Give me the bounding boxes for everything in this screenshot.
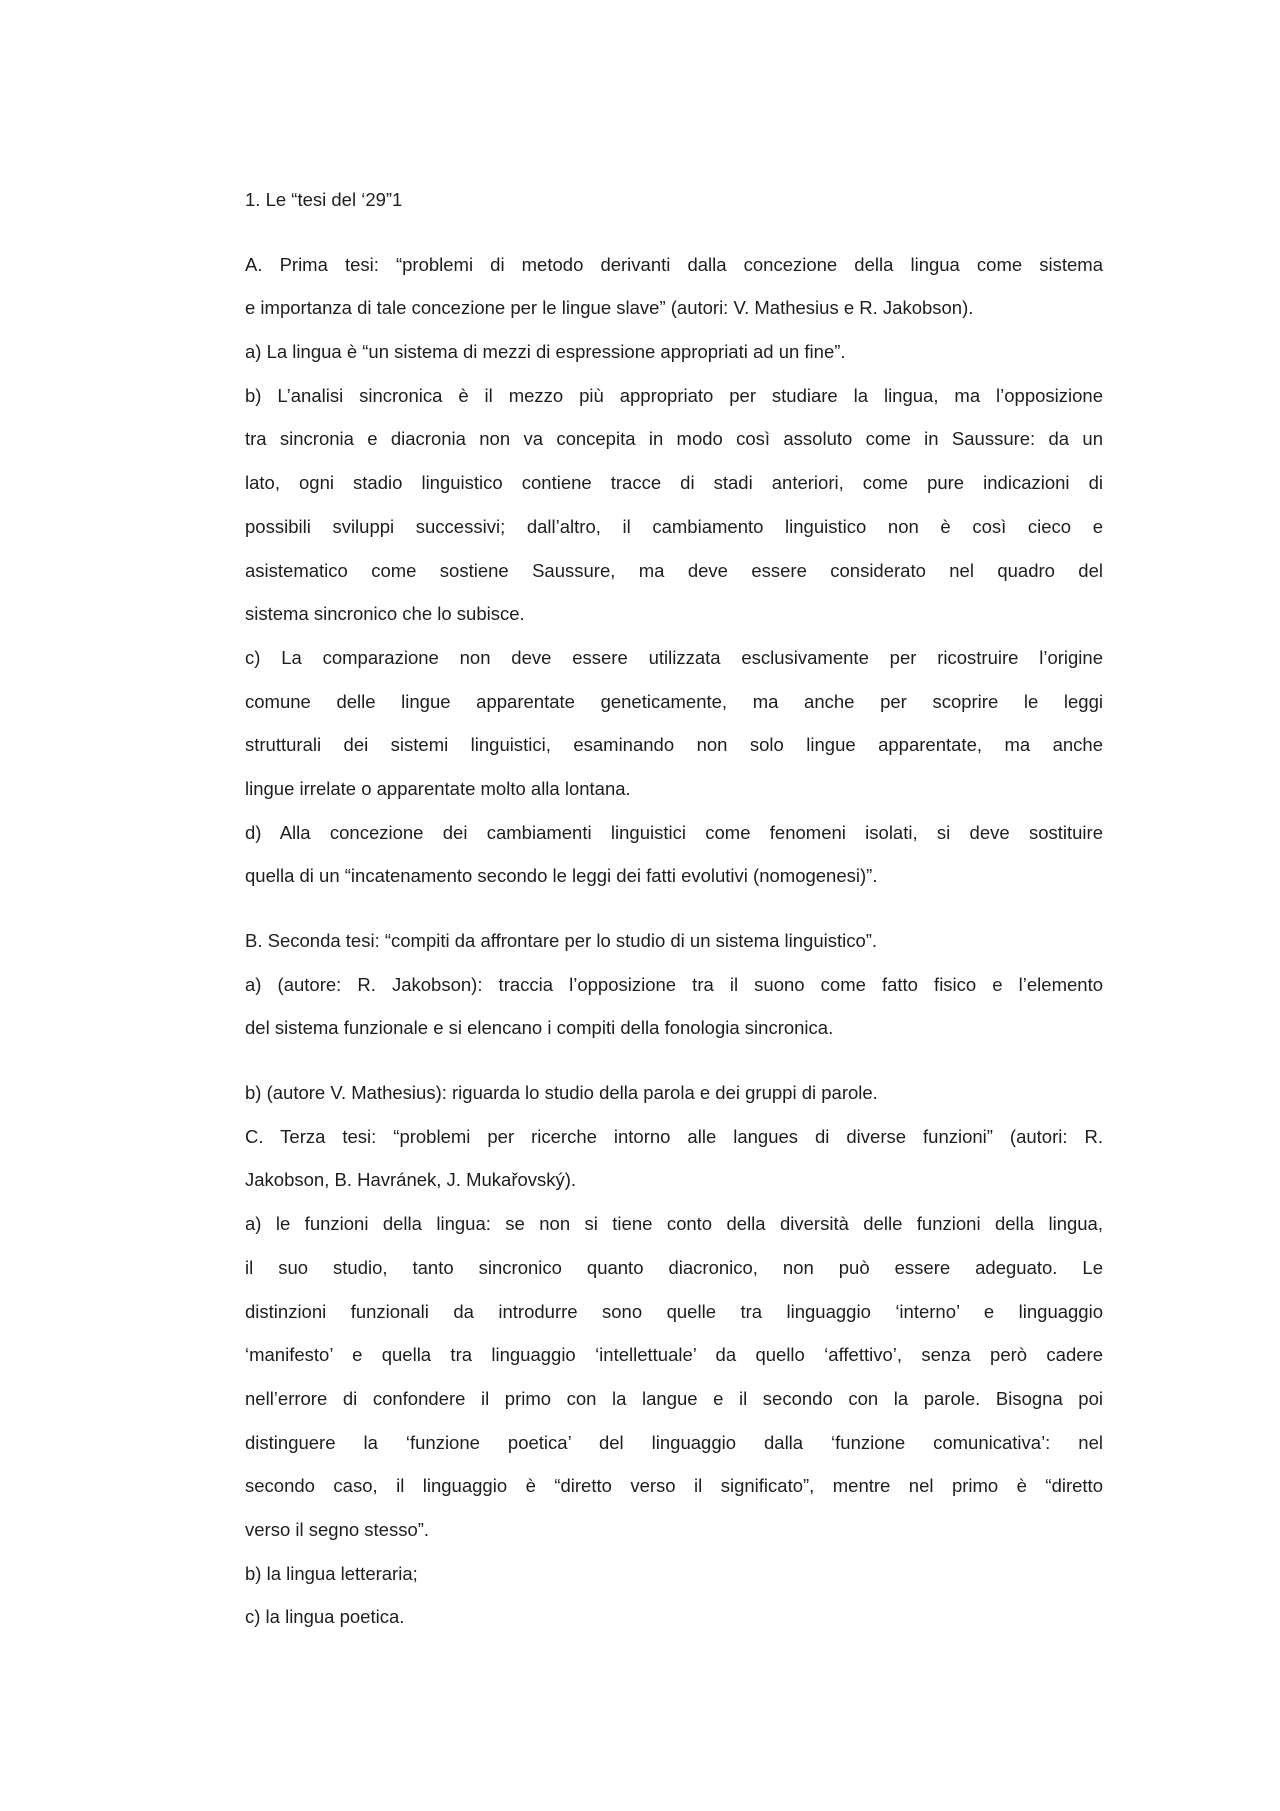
document-page [245, 178, 1103, 1639]
text-line: Jakobson, B. Havránek, J. Mukařovský). [245, 1169, 577, 1191]
text-line: a) La lingua è “un sistema di mezzi di espressione appropriati ad un fine”. [245, 341, 846, 363]
text-line: secondo caso, il linguaggio è “diretto verso il significato”, mentre nel primo è “diretto [245, 1475, 1103, 1497]
text-line: quella di un “incatenamento secondo le leggi dei fatti evolutivi (nomogenesi)”. [245, 865, 878, 887]
paragraph [245, 963, 1103, 1050]
text-line: verso il segno stesso”. [245, 1518, 430, 1540]
text-line: C. Terza tesi: “problemi per ricerche intorno alle langues di diverse funzioni” (autori: R. [245, 1125, 1103, 1147]
text-line: 1. Le “tesi del ‘29”1 [245, 189, 403, 210]
text-line: b) (autore V. Mathesius): riguarda lo studio della parola e dei gruppi di parole. [245, 1082, 878, 1104]
text-line: del sistema funzionale e si elencano i compiti della fonologia sincronica. [245, 1017, 834, 1039]
text-line: nell’errore di confondere il primo con la langue e il secondo con la parole. Bisogna poi [245, 1387, 1103, 1409]
text-line: comune delle lingue apparentate geneticamente, ma anche per scoprire le leggi [245, 690, 1103, 712]
text-line: possibili sviluppi successivi; dall’altro, il cambiamento linguistico non è così cieco e [245, 515, 1103, 537]
text-line: il suo studio, tanto sincronico quanto diacronico, non può essere adeguato. Le [245, 1256, 1103, 1278]
paragraph [245, 330, 1103, 374]
text-line: e importanza di tale concezione per le lingue slave” (autori: V. Mathesius e R. Jakobson). [245, 297, 974, 319]
text-line: distinguere la ‘funzione poetica’ del linguaggio dalla ‘funzione comunicativa’: nel [245, 1431, 1103, 1453]
paragraph [245, 1552, 1103, 1596]
paragraph [245, 1071, 1103, 1115]
text-line: lingue irrelate o apparentate molto alla lontana. [245, 777, 631, 799]
text-line: ‘manifesto’ e quella tra linguaggio ‘intellettuale’ da quello ‘affettivo’, senza però cadere [245, 1344, 1103, 1366]
text-line: b) la lingua letteraria; [245, 1562, 418, 1584]
text-line: d) Alla concezione dei cambiamenti linguistici come fenomeni isolati, si deve sostituire [245, 821, 1103, 843]
paragraph [245, 636, 1103, 811]
paragraph [245, 811, 1103, 898]
text-line: distinzioni funzionali da introdurre sono quelle tra linguaggio ‘interno’ e linguaggio [245, 1300, 1103, 1322]
text-line: strutturali dei sistemi linguistici, esaminando non solo lingue apparentate, ma anche [245, 734, 1103, 756]
text-line: c) La comparazione non deve essere utilizzata esclusivamente per ricostruire l’origine [245, 646, 1103, 668]
text-line: A. Prima tesi: “problemi di metodo derivanti dalla concezione della lingua come sistema [245, 253, 1103, 275]
section-heading [245, 178, 1103, 222]
paragraph [245, 1115, 1103, 1202]
text-line: tra sincronia e diacronia non va concepita in modo così assoluto come in Saussure: da un [245, 428, 1103, 450]
text-line: B. Seconda tesi: “compiti da affrontare per lo studio di un sistema linguistico”. [245, 930, 878, 951]
text-line: asistematico come sostiene Saussure, ma deve essere considerato nel quadro del [245, 559, 1103, 581]
paragraph [245, 1202, 1103, 1552]
text-line: a) (autore: R. Jakobson): traccia l’opposizione tra il suono come fatto fisico e l’elemento [245, 973, 1103, 995]
paragraph [245, 1595, 1103, 1639]
text-line: c) la lingua poetica. [245, 1606, 405, 1628]
text-line: b) L’analisi sincronica è il mezzo più appropriato per studiare la lingua, ma l’opposizione [245, 384, 1103, 406]
paragraph [245, 243, 1103, 330]
text-line: sistema sincronico che lo subisce. [245, 603, 525, 625]
text-line: lato, ogni stadio linguistico contiene tracce di stadi anteriori, come pure indicazioni di [245, 472, 1103, 494]
paragraph [245, 919, 1103, 963]
text-line: a) le funzioni della lingua: se non si tiene conto della diversità delle funzioni della lingua, [245, 1213, 1103, 1235]
paragraph [245, 374, 1103, 636]
